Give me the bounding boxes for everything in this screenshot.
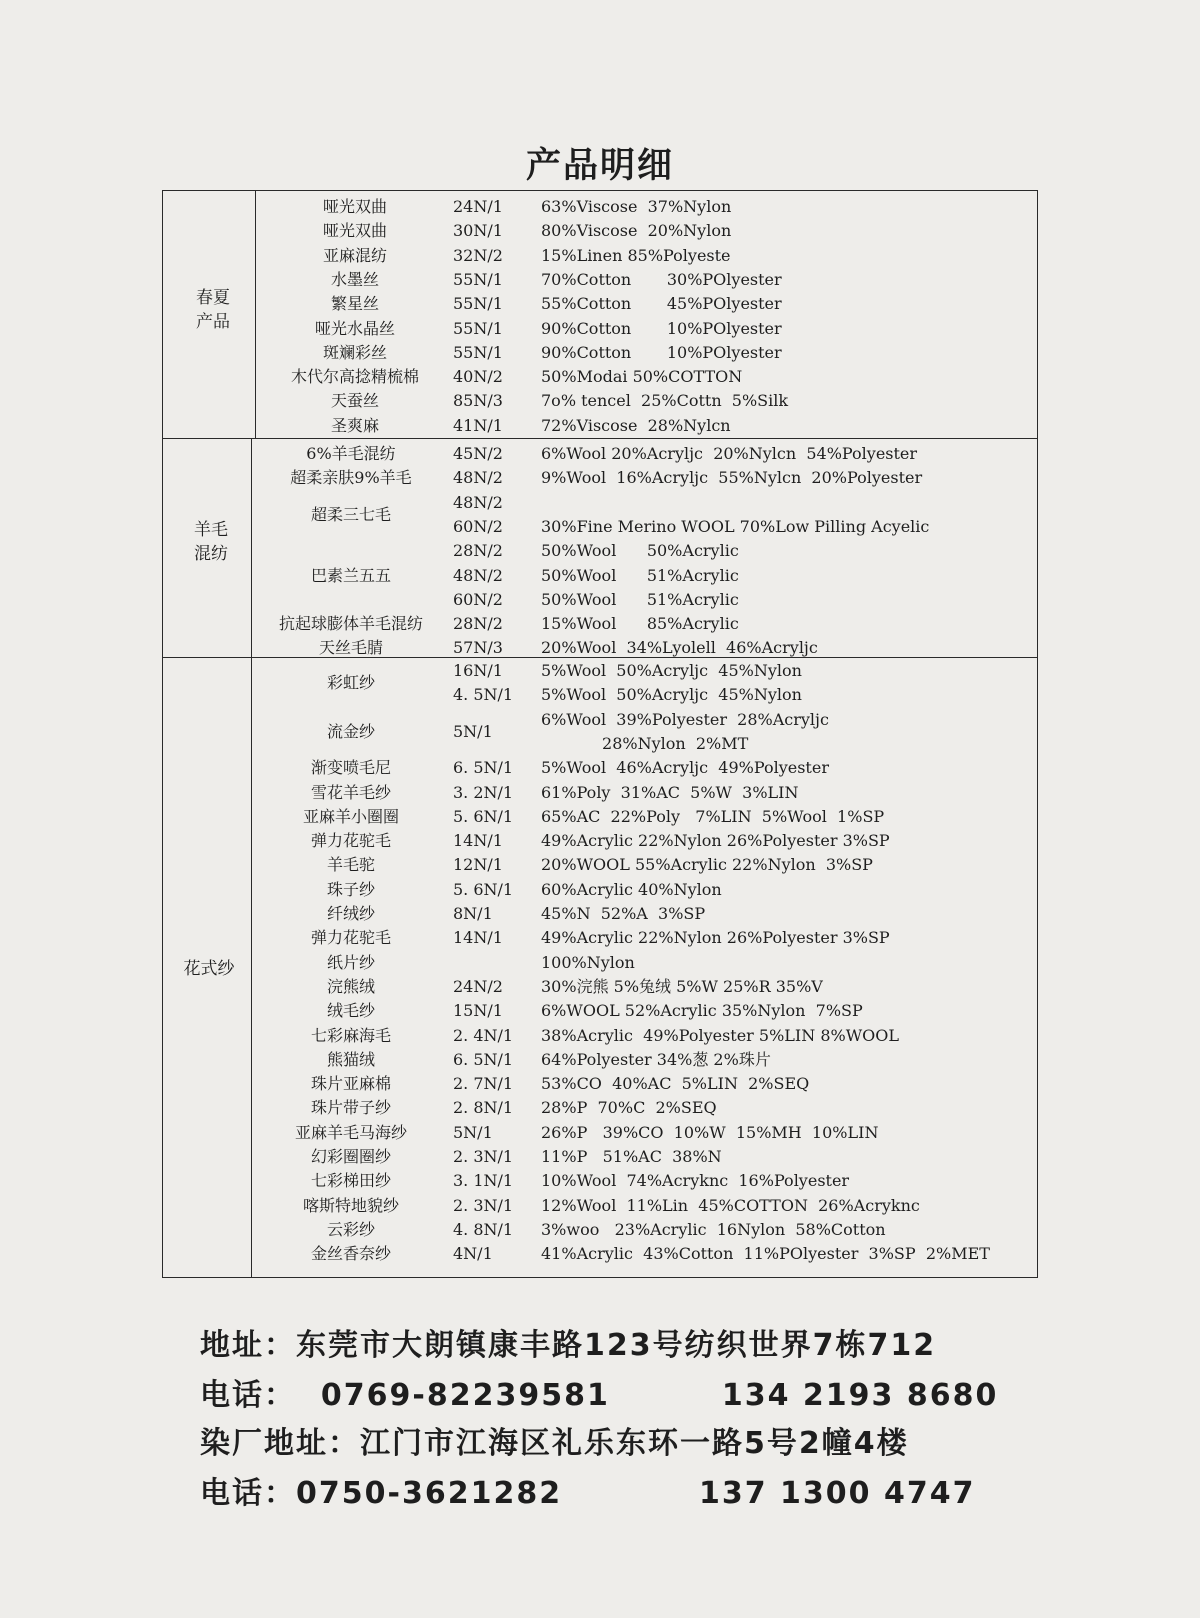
table-row — [163, 805, 1037, 829]
yarn-count: 55N/1 — [453, 269, 503, 289]
product-name: 抗起球膨体羊毛混纺 — [278, 614, 423, 634]
product-name: 绒毛纱 — [326, 1001, 375, 1021]
product-name: 亚麻羊小圈圈 — [302, 806, 399, 826]
table-row — [163, 564, 1037, 588]
product-name: 亚麻羊毛马海纱 — [294, 1122, 407, 1142]
table-row — [163, 195, 1037, 219]
table-row — [163, 1096, 1037, 1120]
product-name: 羊毛驼 — [326, 855, 375, 875]
composition: 50%Modai 50%COTTON — [541, 367, 743, 387]
yarn-count: 4. 5N/1 — [453, 685, 514, 705]
composition: 3%woo 23%Acrylic 16Nylon 58%Cotton — [541, 1219, 886, 1239]
product-name: 浣熊绒 — [326, 976, 375, 996]
table-row — [163, 1024, 1037, 1048]
product-name: 亚麻混纺 — [322, 245, 387, 265]
composition: 20%Wool 34%Lyolell 46%Acryljc — [541, 638, 818, 658]
product-name: 雪花羊毛纱 — [310, 782, 391, 802]
product-name: 天丝毛腈 — [318, 638, 383, 658]
product-name: 弹力花驼毛 — [310, 928, 391, 948]
product-name: 天蚕丝 — [330, 391, 379, 411]
yarn-count: 48N/2 — [453, 565, 503, 585]
composition: 70%Cotton 30%POlyester — [541, 269, 782, 289]
table-row — [163, 975, 1037, 999]
section-label: 花式纱 — [183, 959, 235, 979]
composition: 90%Cotton 10%POlyester — [541, 318, 782, 338]
dye-factory-phone-line: 电话：0750-3621282 137 1300 4747 — [200, 1476, 976, 1511]
yarn-count: 3. 1N/1 — [453, 1171, 514, 1191]
composition: 53%CO 40%AC 5%LIN 2%SEQ — [541, 1074, 810, 1094]
yarn-count: 32N/2 — [453, 245, 503, 265]
yarn-count: 3. 2N/1 — [453, 782, 514, 802]
table-row — [163, 1048, 1037, 1072]
product-name: 繁星丝 — [330, 294, 379, 314]
composition: 6%Wool 39%Polyester 28%Acryljc — [541, 709, 829, 729]
composition: 6%Wool 20%Acryljc 20%Nylcn 54%Polyester — [541, 444, 918, 463]
product-name: 斑斓彩丝 — [322, 342, 387, 362]
address-line: 地址：东莞市大朗镇康丰路123号纺织世界7栋712 — [200, 1328, 937, 1363]
composition: 28%P 70%C 2%SEQ — [541, 1098, 717, 1118]
yarn-count: 8N/1 — [453, 904, 493, 923]
table-row — [163, 951, 1037, 975]
yarn-count: 2. 8N/1 — [453, 1098, 514, 1118]
yarn-count: 6. 5N/1 — [453, 758, 514, 778]
composition: 50%Wool 51%Acrylic — [541, 565, 739, 585]
composition: 41%Acrylic 43%Cotton 11%POlyester 3%SP 2%MET — [541, 1244, 990, 1264]
product-name: 圣爽麻 — [330, 415, 379, 435]
table-row — [163, 853, 1037, 877]
product-name: 超柔三七毛 — [310, 504, 391, 524]
product-name: 金丝香奈纱 — [310, 1244, 391, 1264]
table-row — [163, 1169, 1037, 1193]
table-row — [163, 588, 1037, 612]
composition: 50%Wool 51%Acrylic — [541, 589, 739, 609]
table-row — [163, 1145, 1037, 1169]
yarn-count: 5. 6N/1 — [453, 806, 514, 826]
product-name: 七彩梯田纱 — [310, 1171, 391, 1191]
yarn-count: 6. 5N/1 — [453, 1049, 514, 1069]
composition: 100%Nylon — [541, 952, 635, 972]
yarn-count: 40N/2 — [453, 367, 503, 387]
table-row — [163, 926, 1037, 950]
yarn-count: 15N/1 — [453, 1001, 503, 1021]
table-row — [163, 317, 1037, 341]
product-name: 珠子纱 — [326, 879, 375, 899]
table-row — [163, 539, 1037, 563]
product-name: 珠片带子纱 — [310, 1098, 391, 1118]
yarn-count: 30N/1 — [453, 221, 503, 241]
table-row — [163, 365, 1037, 389]
composition: 11%P 51%AC 38%N — [541, 1147, 722, 1166]
composition: 15%Wool 85%Acrylic — [541, 614, 739, 634]
yarn-count: 5. 6N/1 — [453, 879, 514, 899]
yarn-count: 60N/2 — [453, 516, 503, 536]
yarn-count: 28N/2 — [453, 541, 503, 561]
product-name: 弹力花驼毛 — [310, 831, 391, 851]
composition: 45%N 52%A 3%SP — [541, 904, 706, 923]
composition: 49%Acrylic 22%Nylon 26%Polyester 3%SP — [541, 831, 890, 851]
product-name: 喀斯特地貌纱 — [302, 1195, 399, 1215]
product-name: 彩虹纱 — [326, 673, 375, 693]
yarn-count: 28N/2 — [453, 614, 503, 634]
yarn-count: 55N/1 — [453, 342, 503, 362]
composition: 5%Wool 50%Acryljc 45%Nylon — [541, 685, 802, 705]
table-row — [163, 612, 1037, 636]
yarn-count: 4N/1 — [453, 1244, 493, 1264]
yarn-count: 4. 8N/1 — [453, 1219, 514, 1239]
yarn-count: 45N/2 — [453, 444, 503, 463]
yarn-count: 16N/1 — [453, 661, 503, 680]
composition: 30%Fine Merino WOOL 70%Low Pilling Acyelic — [541, 516, 930, 536]
yarn-count: 2. 3N/1 — [453, 1147, 514, 1166]
composition: 90%Cotton 10%POlyester — [541, 342, 782, 362]
table-row — [163, 829, 1037, 853]
yarn-count: 2. 4N/1 — [453, 1025, 514, 1045]
section-spring-summer — [163, 191, 1037, 438]
table-row — [163, 1072, 1037, 1096]
composition: 5%Wool 50%Acryljc 45%Nylon — [541, 661, 802, 680]
table-row — [163, 389, 1037, 413]
composition: 64%Polyester 34%葱 2%珠片 — [541, 1049, 771, 1069]
composition: 72%Viscose 28%Nylcn — [541, 415, 731, 435]
product-name: 幻彩圈圈纱 — [310, 1147, 391, 1166]
composition: 26%P 39%CO 10%W 15%MH 10%LIN — [541, 1122, 879, 1142]
composition: 20%WOOL 55%Acrylic 22%Nylon 3%SP — [541, 855, 873, 875]
composition: 65%AC 22%Poly 7%LIN 5%Wool 1%SP — [541, 806, 885, 826]
phone-line: 电话： 0769-82239581 134 2193 8680 — [200, 1378, 999, 1413]
section-wool-blend — [163, 438, 1037, 657]
composition: 5%Wool 46%Acryljc 49%Polyester — [541, 758, 829, 778]
product-name: 水墨丝 — [330, 269, 379, 289]
product-name: 超柔亲肤9%羊毛 — [290, 468, 412, 488]
yarn-count: 55N/1 — [453, 294, 503, 314]
table-row — [163, 902, 1037, 926]
yarn-count: 41N/1 — [453, 415, 503, 435]
composition: 6%WOOL 52%Acrylic 35%Nylon 7%SP — [541, 1001, 863, 1021]
product-name: 哑光双曲 — [322, 197, 387, 216]
product-name: 纤绒纱 — [326, 904, 375, 923]
product-name: 6%羊毛混纺 — [306, 444, 396, 463]
yarn-count: 24N/1 — [453, 197, 503, 216]
product-name: 七彩麻海毛 — [310, 1025, 391, 1045]
yarn-count: 2. 7N/1 — [453, 1074, 514, 1094]
composition: 7o% tencel 25%Cottn 5%Silk — [541, 391, 789, 411]
product-name: 珠片亚麻棉 — [310, 1074, 391, 1094]
product-name: 纸片纱 — [326, 952, 375, 972]
table-row — [163, 414, 1037, 438]
composition: 63%Viscose 37%Nylon — [541, 197, 732, 216]
table-row — [163, 442, 1037, 466]
yarn-count: 85N/3 — [453, 391, 503, 411]
product-name: 哑光水晶丝 — [314, 318, 395, 338]
section-label: 羊毛 混纺 — [194, 520, 228, 564]
yarn-count: 5N/1 — [453, 1122, 493, 1142]
yarn-count: 48N/2 — [453, 468, 503, 488]
composition: 50%Wool 50%Acrylic — [541, 541, 739, 561]
table-row — [163, 268, 1037, 292]
dye-factory-address-line: 染厂地址：江门市江海区礼乐东环一路5号2幢4楼 — [200, 1426, 909, 1461]
yarn-count: 14N/1 — [453, 831, 503, 851]
yarn-count: 12N/1 — [453, 855, 503, 875]
table-row — [163, 1194, 1037, 1218]
yarn-count: 2. 3N/1 — [453, 1195, 514, 1215]
product-name: 渐变喷毛尼 — [310, 758, 391, 778]
yarn-count: 5N/1 — [453, 721, 493, 741]
composition: 12%Wool 11%Lin 45%COTTON 26%Acryknc — [541, 1195, 920, 1215]
table-row — [163, 999, 1037, 1023]
yarn-count: 60N/2 — [453, 589, 503, 609]
table-row — [163, 1242, 1037, 1266]
composition: 38%Acrylic 49%Polyester 5%LIN 8%WOOL — [541, 1025, 900, 1045]
table-row — [163, 219, 1037, 243]
table-row — [163, 466, 1037, 490]
yarn-count: 55N/1 — [453, 318, 503, 338]
product-table — [162, 190, 1038, 1278]
table-row — [163, 781, 1037, 805]
composition: 61%Poly 31%AC 5%W 3%LIN — [541, 782, 799, 802]
table-row — [163, 878, 1037, 902]
table-row — [163, 341, 1037, 365]
product-name: 云彩纱 — [326, 1219, 375, 1239]
composition: 10%Wool 74%Acryknc 16%Polyester — [541, 1171, 850, 1191]
composition: 15%Linen 85%Polyeste — [541, 245, 731, 265]
table-row — [163, 756, 1037, 780]
composition: 80%Viscose 20%Nylon — [541, 221, 732, 241]
table-row — [163, 244, 1037, 268]
product-name: 巴素兰五五 — [310, 565, 391, 585]
composition: 9%Wool 16%Acryljc 55%Nylcn 20%Polyester — [541, 468, 923, 488]
section-label: 春夏 产品 — [196, 288, 230, 332]
table-row — [163, 1218, 1037, 1242]
section-fancy-yarn — [163, 657, 1037, 1277]
yarn-count: 57N/3 — [453, 638, 503, 658]
page-title: 产品明细 — [525, 146, 674, 186]
composition: 28%Nylon 2%MT — [541, 733, 749, 753]
composition: 55%Cotton 45%POlyester — [541, 294, 782, 314]
product-name: 木代尔高捻精梳棉 — [290, 367, 419, 387]
yarn-count: 14N/1 — [453, 928, 503, 948]
yarn-count: 24N/2 — [453, 976, 503, 996]
composition: 49%Acrylic 22%Nylon 26%Polyester 3%SP — [541, 928, 890, 948]
product-name: 熊猫绒 — [326, 1049, 375, 1069]
table-row — [163, 292, 1037, 316]
composition: 60%Acrylic 40%Nylon — [541, 879, 722, 899]
table-row — [163, 1121, 1037, 1145]
composition: 30%浣熊 5%兔绒 5%W 25%R 35%V — [541, 976, 823, 996]
product-name: 流金纱 — [326, 721, 375, 741]
yarn-count: 48N/2 — [453, 492, 503, 512]
product-name: 哑光双曲 — [322, 221, 387, 241]
